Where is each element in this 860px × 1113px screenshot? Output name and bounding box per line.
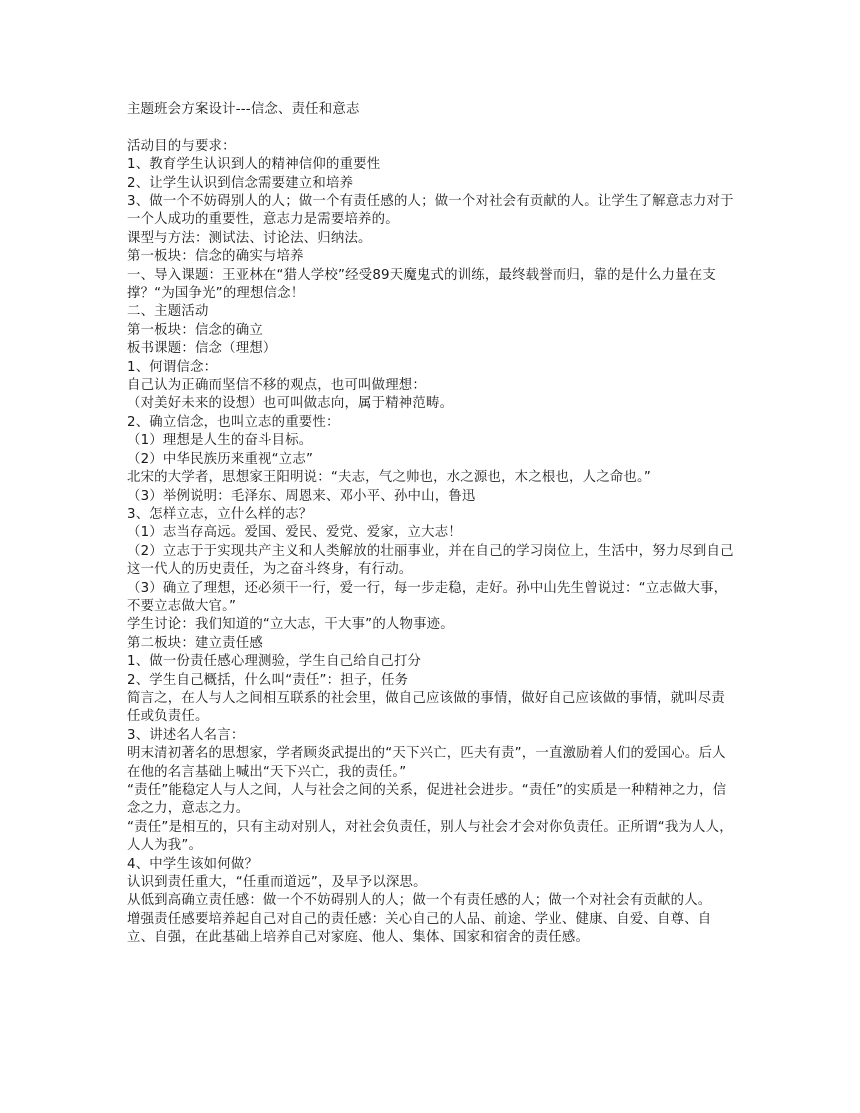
document-paragraph: （2）立志于于实现共产主义和人类解放的壮丽事业，并在自己的学习岗位上，生活中，努力尽到自己这一代人的历史责任，为之奋斗终身，有行动。 xyxy=(127,543,734,578)
document-paragraph: “责任”是相互的，只有主动对别人，对社会负责任，别人与社会才会对你负责任。正所谓“我为人人，人人为我”。 xyxy=(127,819,733,854)
document-paragraph: 2、确立信念，也叫立志的重要性： xyxy=(127,414,340,430)
document-paragraph: 明末清初著名的思想家，学者顾炎武提出的“天下兴亡，匹夫有责”，一直激励着人们的爱国心。后人在他的名言基础上喊出“天下兴亡，我的责任。” xyxy=(127,746,726,780)
document-paragraph: 简言之，在人与人之间相互联系的社会里，做自己应该做的事情，做好自己应该做的事情，就叫尽责任或负责任。 xyxy=(127,690,725,725)
document-paragraph: 认识到责任重大，“任重而道远”，及早予以深思。 xyxy=(127,875,427,891)
document-paragraph: （对美好未来的设想）也可叫做志向，属于精神范畴。 xyxy=(127,396,454,412)
document-paragraph: 4、中学生该如何做？ xyxy=(127,856,259,872)
document-paragraph: 3、讲述名人名言： xyxy=(127,727,245,743)
document-paragraph: “责任”能稳定人与人之间，人与社会之间的关系，促进社会进步。“责任”的实质是一种精神之力，信念之力，意志之力。 xyxy=(127,783,727,817)
document-paragraph: 第二板块：建立责任感 xyxy=(127,635,263,651)
document-body xyxy=(127,101,737,948)
document-paragraph: 增强责任感要培养起自己对自己的责任感：关心自己的人品、前途、学业、健康、自爱、自尊、自立、自强，在此基础上培养自己对家庭、他人、集体、国家和宿舍的责任感。 xyxy=(127,911,712,946)
document-paragraph: （3）举例说明：毛泽东、周恩来、邓小平、孙中山，鲁迅 xyxy=(127,488,476,504)
document-paragraph: 一、导入课题：王亚林在“猎人学校”经受89天魔鬼式的训练，最终载誉而归，靠的是什么力量在支撑？“为国争光”的理想信念！ xyxy=(127,267,716,302)
document-paragraph: 从低到高确立责任感：做一个不妨碍别人的人；做一个有责任感的人；做一个对社会有贡献的人。 xyxy=(127,893,712,909)
document-title: 主题班会方案设计---信念、责任和意志 xyxy=(127,102,360,117)
document-paragraph: （1）理想是人生的奋斗目标。 xyxy=(127,433,313,449)
document-paragraph: 第一板块：信念的确立 xyxy=(127,322,263,338)
document-paragraph: 2、学生自己概括，什么叫“责任”：担子，任务 xyxy=(127,672,409,688)
document-paragraph: 板书课题：信念（理想） xyxy=(127,341,277,357)
document-paragraph: 二、主题活动 xyxy=(127,304,209,320)
document-paragraph: 1、教育学生认识到人的精神信仰的重要性 xyxy=(127,157,381,173)
document-paragraph: 3、做一个不妨碍别人的人；做一个有责任感的人；做一个对社会有贡献的人。让学生了解意志力对于一个人成功的重要性，意志力是需要培养的。 xyxy=(127,194,734,228)
document-paragraph: 2、让学生认识到信念需要建立和培养 xyxy=(127,175,354,191)
document-paragraph: 1、做一份责任感心理测验，学生自己给自己打分 xyxy=(127,654,422,670)
document-paragraph: 1、何谓信念： xyxy=(127,359,218,375)
document-paragraph: 活动目的与要求： xyxy=(127,138,236,154)
document-paragraph: 3、怎样立志，立什么样的志？ xyxy=(127,506,313,522)
document-paragraph: 学生讨论：我们知道的“立大志，干大事”的人物事迹。 xyxy=(127,617,454,633)
document-paragraph: 北宋的大学者，思想家王阳明说：“夫志，气之帅也，水之源也，木之根也，人之命也。” xyxy=(127,470,652,486)
document-paragraph: （2）中华民族历来重视“立志” xyxy=(127,451,314,467)
document-lines xyxy=(127,138,737,948)
document-paragraph: （3）确立了理想，还必须干一行，爱一行，每一步走稳，走好。孙中山先生曾说过：“立志做大事，不要立志做大官。” xyxy=(127,580,728,614)
document-paragraph: 第一板块：信念的确实与培养 xyxy=(127,249,304,265)
document-paragraph: （1）志当存高远。爱国、爱民、爱党、爱家，立大志！ xyxy=(127,525,462,541)
document-paragraph: 课型与方法：测试法、讨论法、归纳法。 xyxy=(127,230,372,246)
document-paragraph: 自己认为正确而坚信不移的观点，也可叫做理想： xyxy=(127,378,426,394)
